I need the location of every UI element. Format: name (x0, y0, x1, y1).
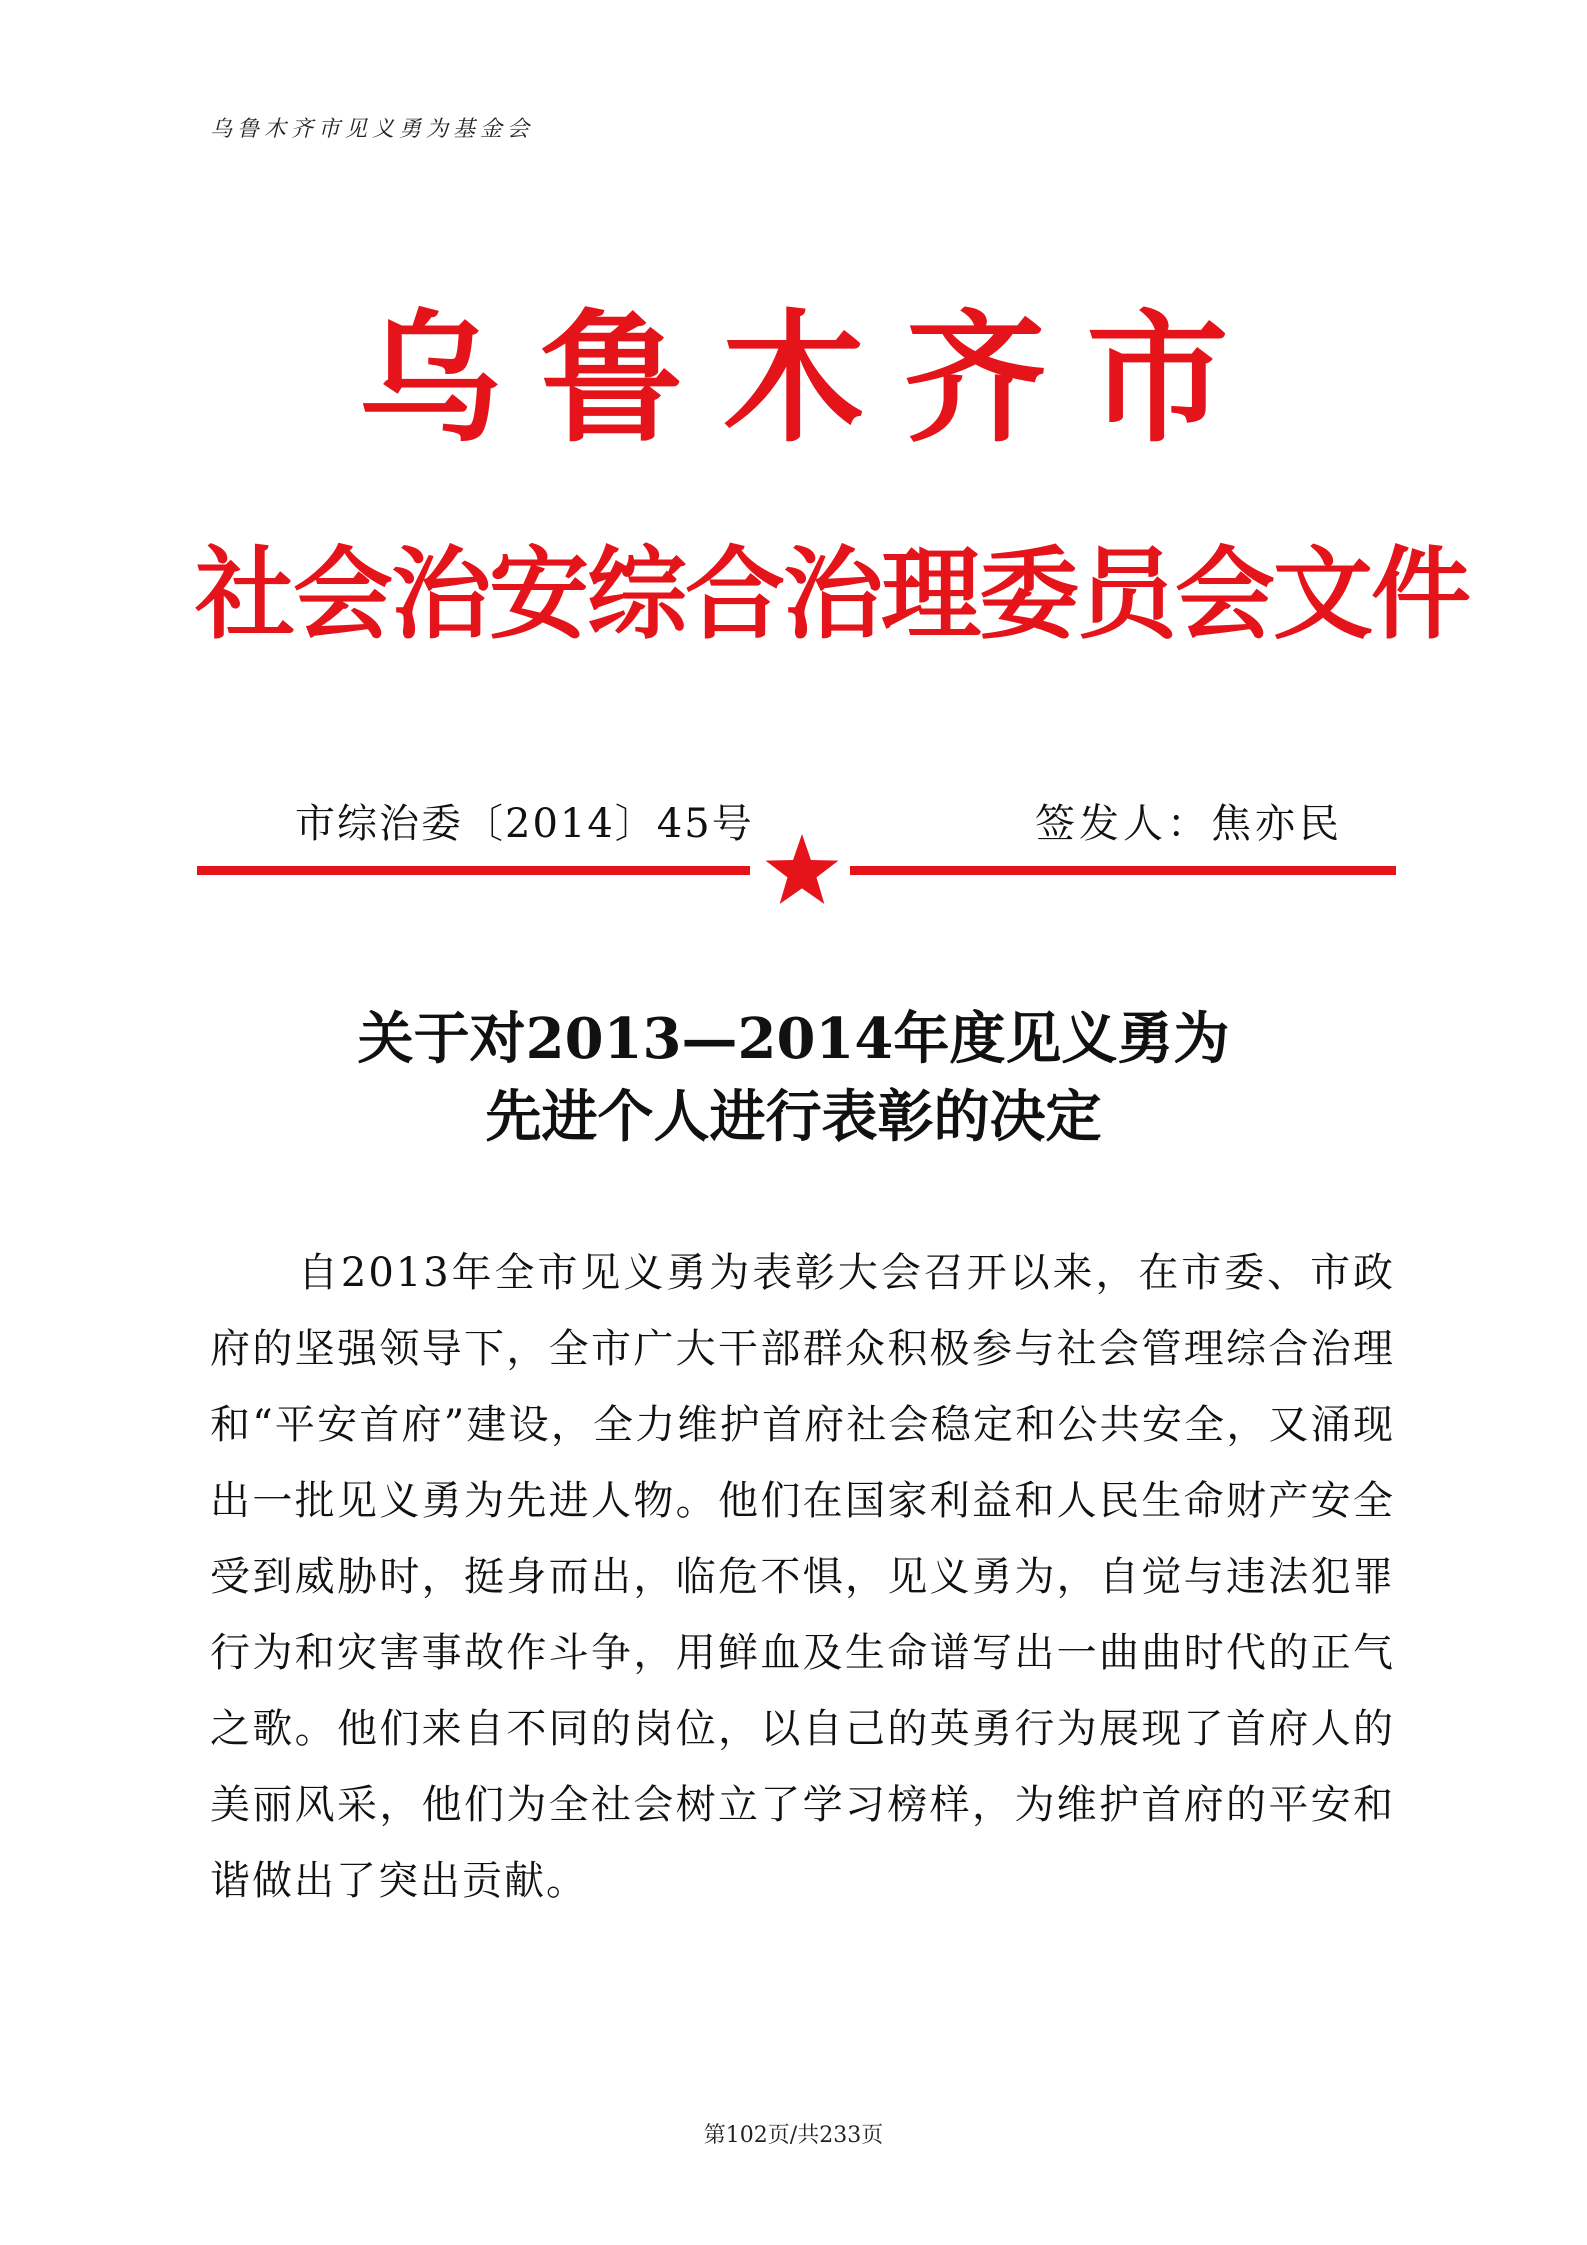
signer (1035, 792, 1343, 849)
divider-line-right (850, 866, 1396, 875)
document-title-line1: 关于对2013—2014年度见义勇为 (357, 1006, 1230, 1072)
divider-line-left (197, 866, 750, 875)
letterhead-committee: 社会治安综合治理委员会文件 (195, 536, 1469, 653)
star-icon (764, 832, 840, 906)
body-paragraph: 自2013年全市见义勇为表彰大会召开以来，在市委、市政府的坚强领导下，全市广大干部群众积极参与社会管理综合治理和“平安首府”建设，全力维护首府社会稳定和公共安全，又涌现出一批见义勇为先进人物。他们在国家利益和人民生命财产安全受到威胁时，挺身而出，临危不惧，见义勇为，自觉与违法犯罪行为和灾害事故作斗争，用鲜血及生命谱写出一曲曲时代的正气之歌。他们来自不同的岗位，以自己的英勇行为展现了首府人的美丽风采，他们为全社会树立了学习榜样，为维护首府的平安和谐做出了突出贡献。 (210, 1250, 1395, 1904)
header-organization: 乌鲁木齐市见义勇为基金会 (210, 117, 535, 142)
letterhead-city: 乌鲁木齐市 (358, 297, 1269, 462)
signer-label: 签发人： (1035, 801, 1211, 847)
signer-name: 焦亦民 (1211, 801, 1343, 847)
page-footer: 第102页/共233页 (703, 2123, 884, 2148)
document-number: 市综治委〔2014〕45号 (295, 801, 754, 847)
document-title (0, 1000, 1587, 1156)
document-title-line2: 先进个人进行表彰的决定 (485, 1084, 1102, 1150)
